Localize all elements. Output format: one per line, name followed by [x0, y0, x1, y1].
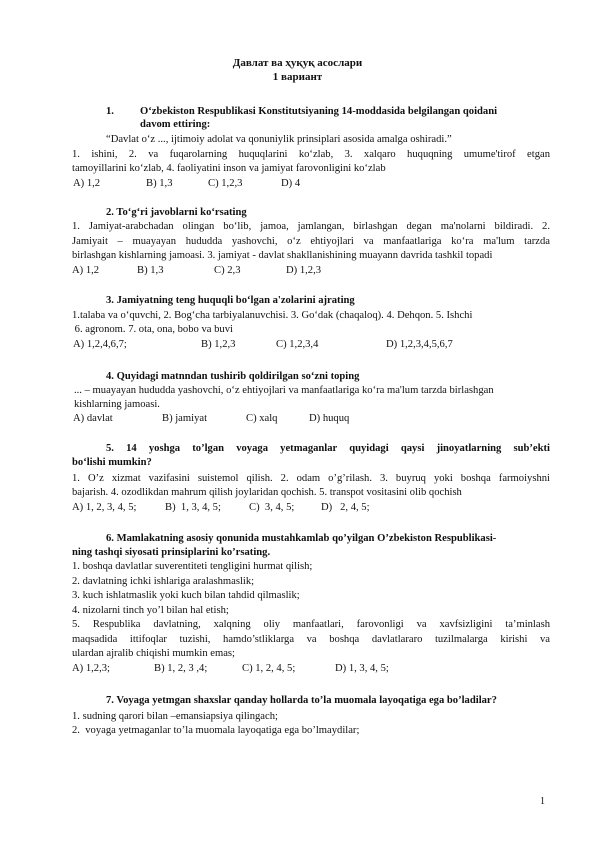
question-4-body-2: kishlarning jamoasi.	[74, 399, 160, 410]
question-2-body-2: Jamiyait – muayayan hududda yashovchi, o‘z ehtiyojlari va manfaatlariga ko‘ra ma'lum tarzda	[72, 236, 550, 247]
question-5-options	[72, 501, 550, 514]
answer-option: B) jamiyat	[162, 413, 208, 424]
question-4-options	[73, 412, 551, 425]
answer-option: B) 1, 3, 4, 5;	[165, 502, 221, 513]
question-7-title: 7. Voyaga yetmgan shaxslar qanday hollarda to’la muomala layoqatiga ega bo’ladilar?	[106, 695, 497, 706]
question-4-title: 4. Quyidagi matnndan tushirib qoldirilgan so‘zni toping	[106, 371, 360, 382]
answer-option: B) 1,2,3	[201, 339, 236, 350]
answer-option: C) 1,2,3,4	[276, 339, 319, 350]
question-4-body-1: ... – muayayan hududda yashovchi, o‘z ehtiyojlari va manfaatlariga ko‘ra ma'lum tarzda birlashgan	[74, 385, 494, 396]
question-1-text-a: O‘zbekiston Respublikasi Konstitutsiyaning 14-moddasida belgilangan qoidani	[140, 106, 498, 117]
question-6-item: 4. nizolarni tinch yo’l bilan hal etish;	[72, 605, 229, 616]
question-6-options	[72, 662, 550, 675]
answer-option: A) davlat	[73, 413, 113, 424]
answer-option: D) 2, 4, 5;	[321, 502, 370, 513]
question-2-options	[72, 264, 550, 277]
question-1-options	[73, 177, 551, 190]
question-6-title-1: 6. Mamlakatning asosiy qonunida mustahkamlab qo’yilgan O’zbekiston Respublikasi-	[106, 533, 497, 544]
answer-option: C) 2,3	[214, 265, 241, 276]
answer-option: A) 1,2	[73, 178, 101, 189]
question-3-options	[73, 338, 551, 351]
question-2-body-3: birlashgan kishlarning jamoasi. 3. jamiyat - davlat shakllanishining muayann davrida tashkil topadi	[72, 250, 493, 261]
question-6-body-5a: 5. Respublika davlatning, xalqning oliy manfaatlari, farovonligi va xavfsizligini ta’minlash	[72, 619, 550, 630]
answer-option: D) 4	[281, 178, 301, 189]
question-3-body-2: 6. agronom. 7. ota, ona, bobo va buvi	[72, 324, 233, 335]
page-number: 1	[540, 796, 545, 807]
question-5-title-1: 5. 14 yoshga to’lgan voyaga yetmaganlar quyidagi qaysi jinoyatlarning sub’ekti	[106, 443, 550, 454]
variant-label: 1 вариант	[272, 71, 323, 83]
answer-option: D) 1, 3, 4, 5;	[335, 663, 389, 674]
question-5-title-2: bo‘lishi mumkin?	[72, 457, 152, 468]
answer-option: C) 1, 2, 4, 5;	[242, 663, 296, 674]
answer-option: C) 3, 4, 5;	[249, 502, 295, 513]
document-title: Давлат ва ҳуқуқ асослари	[232, 57, 363, 69]
question-2-body-1: 1. Jamiyat-arabchadan olingan bo‘lib, jamoa, jamlangan, birlashgan degan ma'nolarni bildiradi. 2.	[72, 221, 550, 232]
question-1-title	[106, 105, 550, 118]
answer-option: C) 1,2,3	[208, 178, 243, 189]
question-5-body-1: 1. O’z xizmat vazifasini suistemol qilish. 2. odam o’g’rilash. 3. buyruq yoki boshqa farmoiyshni	[72, 473, 550, 484]
answer-option: A) 1, 2, 3, 4, 5;	[72, 502, 137, 513]
question-1-quote: “Davlat o‘z ..., ijtimoiy adolat va qonuniylik prinsiplari asosida amalga oshiradi.”	[106, 134, 452, 145]
question-3-title: 3. Jamiyatning teng huquqli bo‘lgan a'zolarini ajrating	[106, 295, 355, 306]
question-7-item: 2. voyaga yetmaganlar to’la muomala layoqatiga ega bo’lmaydilar;	[72, 725, 360, 736]
question-1-number: 1.	[106, 106, 114, 117]
question-2-title: 2. To‘g‘ri javoblarni ko‘rsating	[106, 207, 247, 218]
answer-option: B) 1,3	[137, 265, 164, 276]
answer-option: B) 1, 2, 3 ,4;	[154, 663, 208, 674]
answer-option: A) 1,2,3;	[72, 663, 110, 674]
question-7-item: 1. sudning qarori bilan –emansiapsiya qilingach;	[72, 711, 278, 722]
question-6-body-5c: ulardan ajralib chiqishi mumkin emas;	[72, 648, 235, 659]
question-6-item: 2. davlatning ichki ishlariga aralashmaslik;	[72, 576, 255, 587]
answer-option: D) 1,2,3	[286, 265, 322, 276]
question-6-body-5b: maqsadida ittifoqlar tuzishi, hamdo’stliklarga va boshqa davlatlararo tuzilmalarga kirishi va	[72, 634, 550, 645]
answer-option: A) 1,2,4,6,7;	[73, 339, 127, 350]
answer-option: C) xalq	[246, 413, 278, 424]
answer-option: A) 1,2	[72, 265, 100, 276]
question-1-text-b: davom ettiring:	[140, 119, 211, 130]
question-1-body-1: 1. ishini, 2. va fuqarolarning huquqlarini ko‘zlab, 3. xalqaro huquqning umume'tirof etgan	[72, 149, 550, 160]
question-1-body-2: tamoyillarini ko‘zlab, 4. faoliyatini inson va jamiyat farovonligini ko‘zlab	[72, 163, 386, 174]
question-5-body-2: bajarish. 4. ozodlikdan mahrum qilish joylaridan qochish. 5. transpot vositasini olib qochish	[72, 487, 462, 498]
question-6-item: 3. kuch ishlatmaslik yoki kuch bilan tahdid qilmaslik;	[72, 590, 300, 601]
question-3-body-1: 1.talaba va o‘quvchi, 2. Bog‘cha tarbiyalanuvchisi. 3. Go‘dak (chaqaloq). 4. Dehqon. 5. Ishchi	[72, 310, 473, 321]
question-6-title-2: ning tashqi siyosati prinsiplarini ko’rsating.	[72, 547, 271, 558]
answer-option: D) 1,2,3,4,5,6,7	[386, 339, 453, 350]
answer-option: B) 1,3	[146, 178, 173, 189]
answer-option: D) huquq	[309, 413, 350, 424]
question-6-item: 1. boshqa davlatlar suverentiteti tengligini hurmat qilish;	[72, 561, 313, 572]
